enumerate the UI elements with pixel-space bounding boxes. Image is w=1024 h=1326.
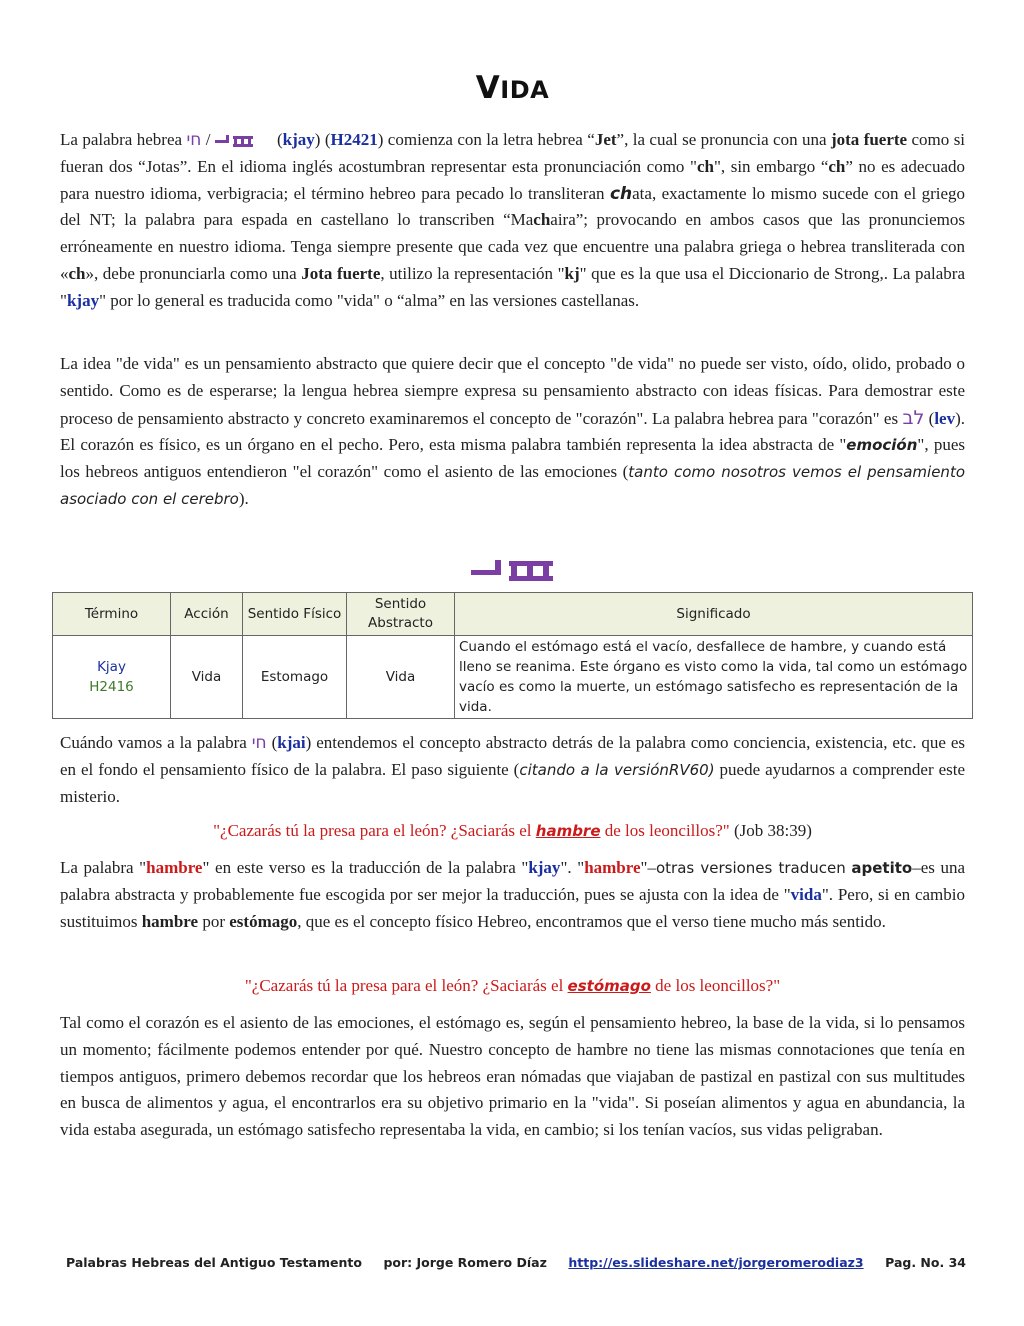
meaning-table xyxy=(52,592,973,719)
cell-fisico: Estomago xyxy=(243,636,347,719)
hebrew-chai-text: חי xyxy=(186,130,202,150)
header-sentido-abstracto: Sentido Abstracto xyxy=(347,593,455,636)
paragraph-hambre: La palabra "hambre" en este verso es la traducción de la palabra "kjay". "hambre"–otras versiones traducen apetito–es una palabra abstracta y probablemente fue escogida por ser mejor la traducción, pues se ajusta con la idea de "vida". Pero, si en cambio sustituimos hambre por estómago, que es el concepto físico Hebreo, encontramos que el verso tiene mucho más sentido. xyxy=(60,858,966,931)
hebrew-lev-text: לב xyxy=(902,406,925,429)
paragraph-kjai: Cuándo vamos a la palabra חי (kjai) entendemos el concepto abstracto detrás de la palabra como conciencia, existencia, etc. que es en el fondo el pensamiento físico de la palabra. El paso siguiente (citando a la versiónRV60) puede ayudarnos a comprender este misterio. xyxy=(60,733,966,806)
quote-job-hambre: "¿Cazarás tú la presa para el león? ¿Saciarás el hambre de los leoncillos?" (Job 38:39) xyxy=(213,821,812,840)
paleo-hebrew-chai-large xyxy=(60,556,965,589)
table-header-row xyxy=(53,593,973,636)
footer-book-title: Palabras Hebreas del Antiguo Testamento xyxy=(66,1255,362,1270)
cell-significado: Cuando el estómago está el vacío, desfallece de hambre, y cuando está lleno se reanima. Este órgano es visto como la vida, tal como un estómago vacío es como la muerte, un estómago satisfecho es representación de la vida. xyxy=(455,636,973,719)
footer-slideshare-link[interactable]: http://es.slideshare.net/jorgeromerodiaz3 xyxy=(568,1255,864,1270)
document-page xyxy=(60,0,968,1326)
paleo-hebrew-chai-large-icon xyxy=(471,556,555,584)
table-row xyxy=(53,636,973,719)
cell-termino: Kjay H2416 xyxy=(53,636,171,719)
cell-accion: Vida xyxy=(171,636,243,719)
header-accion: Acción xyxy=(171,593,243,636)
paleo-hebrew-chai-glyph xyxy=(215,133,255,149)
quote-job-estomago: "¿Cazarás tú la presa para el león? ¿Saciarás el estómago de los leoncillos?" xyxy=(244,976,781,995)
header-sentido-fisico: Sentido Físico xyxy=(243,593,347,636)
paragraph-corazon: La idea "de vida" es un pensamiento abstracto que quiere decir que el concepto "de vida" no puede ser visto, oído, olido, probado o sentido. Como es de esperarse; la lengua hebrea siempre expresa su pensamiento abstracto con ideas físicas. Para demostrar este proceso de pensamiento abstracto y concreto examinaremos el concepto de "corazón". La palabra hebrea para "corazón" es לב (lev). El corazón es físico, es un órgano en el pecho. Pero, esta misma palabra también representa la idea abstracta de "emoción", pues los hebreos antiguos entendieron "el corazón" como el asiento de las emociones (tanto como nosotros vemos el pensamiento asociado con el cerebro). xyxy=(60,354,966,508)
header-significado: Significado xyxy=(455,593,973,636)
cell-abstracto: Vida xyxy=(347,636,455,719)
header-termino: Término xyxy=(53,593,171,636)
paragraph-intro: La palabra hebrea חי / (kjay) (H2421) comienza con la letra hebrea “Jet”, la cual se pronuncia con una jota fuerte como si fueran dos “Jotas”. En el idioma inglés acostumbran representar esta pronunciación como "ch", sin embargo “ch” no es adecuado para nuestro idioma, verbigracia; el término hebreo para pecado lo transliteran chata, exactamente lo mismo sucede con el griego del NT; la palabra para espada en castellano lo transcriben “Machaira”; provocando en ambos casos que las pronunciemos erróneamente en nuestro idioma. Tenga siempre presente que cada vez que encuentre una palabra griega o hebrea transliterada con «ch», debe pronunciarla como una Jota fuerte, utilizo la representación "kj" que es la que usa el Diccionario de Strong,. La palabra "kjay" por lo general es traducida como "vida" o “alma” en las versiones castellanas. xyxy=(60,130,966,310)
footer-page-number: Pag. No. 34 xyxy=(885,1255,966,1270)
page-title: VIDA xyxy=(475,70,550,106)
footer-author: por: Jorge Romero Díaz xyxy=(383,1255,547,1270)
page-footer xyxy=(66,1255,966,1270)
paragraph-conclusion: Tal como el corazón es el asiento de las emociones, el estómago es, según el pensamiento hebreo, la base de la vida, si lo pensamos un momento; fácilmente podemos entender por qué. Nuestro concepto de hambre no tiene las mismas connotaciones que tenía en tiempos antiguos, primero debemos recordar que los hebreos eran nómadas que viajaban de pastizal en pastizal con sus multitudes en busca de alimentos y agua, el encontrarlos era su objetivo primario en la "vida". Si poseían alimentos y agua en abundancia, la vida estaba asegurada, un estómago satisfecho representaba la vida, en cambio; si los tenían vacíos, sus vidas peligraban. xyxy=(60,1013,965,1140)
